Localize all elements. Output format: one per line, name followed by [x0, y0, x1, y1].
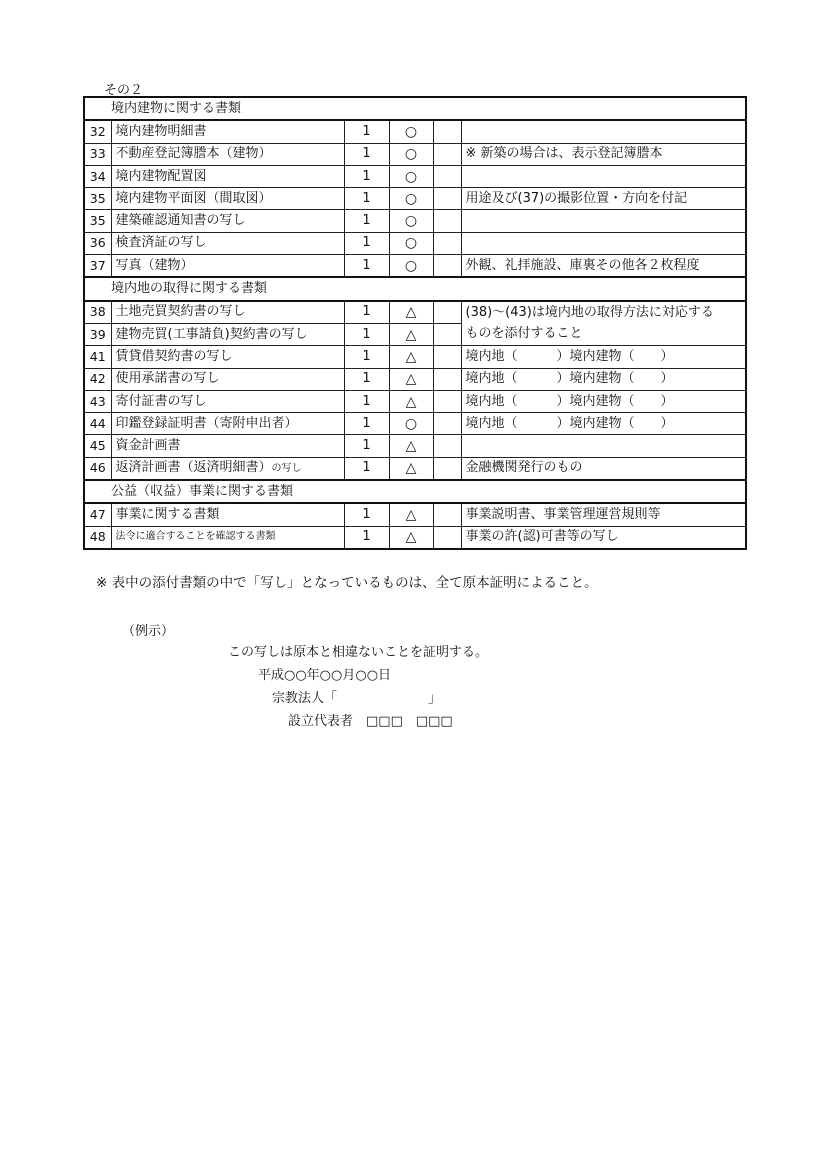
- copy-count: 1: [344, 143, 389, 165]
- remarks: [461, 210, 746, 232]
- row-number: 33: [84, 143, 111, 165]
- row-number: 43: [84, 390, 111, 412]
- requirement-mark: △: [389, 346, 433, 368]
- document-name-main: 返済計画書（返済明細書）: [115, 459, 272, 475]
- remarks: [461, 165, 746, 187]
- check-cell: [433, 413, 461, 435]
- remarks: ※ 新築の場合は、表示登記簿謄本: [461, 143, 746, 165]
- remarks: (38)〜(43)は境内地の取得方法に対応する: [461, 301, 746, 324]
- copy-count: 1: [344, 368, 389, 390]
- document-name: 賃貸借契約書の写し: [111, 346, 344, 368]
- check-cell: [433, 390, 461, 412]
- remarks: 境内地（ ）境内建物（ ）: [461, 368, 746, 390]
- table-row: [84, 457, 746, 480]
- footnote: ※ 表中の添付書類の中で「写し」となっているものは、全て原本証明によること。: [96, 575, 598, 591]
- section-header: [84, 277, 746, 300]
- check-cell: [433, 368, 461, 390]
- requirement-mark: ○: [389, 255, 433, 278]
- certification-statement: この写しは原本と相違ないことを証明する。: [228, 645, 489, 660]
- table-row: [84, 346, 746, 368]
- remarks: [461, 120, 746, 143]
- check-cell: [433, 165, 461, 187]
- document-name: 写真（建物）: [111, 255, 344, 278]
- requirement-mark: △: [389, 368, 433, 390]
- table-row: [84, 232, 746, 254]
- table-row: [84, 413, 746, 435]
- requirement-mark: ○: [389, 188, 433, 210]
- check-cell: [433, 323, 461, 345]
- copy-count: 1: [344, 255, 389, 278]
- copy-count: 1: [344, 232, 389, 254]
- document-name: 印鑑登録証明書（寄附申出者）: [111, 413, 344, 435]
- copy-count: 1: [344, 457, 389, 480]
- copy-count: 1: [344, 435, 389, 457]
- table-row: [84, 301, 746, 324]
- document-name: 不動産登記簿謄本（建物）: [111, 143, 344, 165]
- copy-count: 1: [344, 210, 389, 232]
- check-cell: [433, 346, 461, 368]
- requirement-mark: ○: [389, 232, 433, 254]
- document-name: [111, 457, 344, 480]
- remarks: 境内地（ ）境内建物（ ）: [461, 346, 746, 368]
- document-name: 寄付証書の写し: [111, 390, 344, 412]
- certification-date: 平成○○年○○月○○日: [258, 668, 392, 683]
- example-label: （例示）: [122, 624, 175, 639]
- row-number: 39: [84, 323, 111, 345]
- document-name-tail: の写し: [271, 462, 302, 474]
- requirement-mark: △: [389, 435, 433, 457]
- row-number: 32: [84, 120, 111, 143]
- remarks: 事業の許(認)可書等の写し: [461, 526, 746, 549]
- document-name: 境内建物平面図（間取図）: [111, 188, 344, 210]
- document-name: 使用承諾書の写し: [111, 368, 344, 390]
- check-cell: [433, 143, 461, 165]
- check-cell: [433, 435, 461, 457]
- check-cell: [433, 188, 461, 210]
- table-row: [84, 435, 746, 457]
- document-name: 事業に関する書類: [111, 503, 344, 526]
- remarks: 用途及び(37)の撮影位置・方向を付記: [461, 188, 746, 210]
- row-number: 34: [84, 165, 111, 187]
- row-number: 44: [84, 413, 111, 435]
- remarks: 外観、礼拝施設、庫裏その他各２枚程度: [461, 255, 746, 278]
- remarks: [461, 232, 746, 254]
- remarks: ものを添付すること: [461, 323, 746, 345]
- document-name: 建築確認通知書の写し: [111, 210, 344, 232]
- requirement-mark: ○: [389, 210, 433, 232]
- remarks: 境内地（ ）境内建物（ ）: [461, 390, 746, 412]
- row-number: 42: [84, 368, 111, 390]
- row-number: 35: [84, 210, 111, 232]
- document-name: 法令に適合することを確認する書類: [111, 526, 344, 549]
- copy-count: 1: [344, 346, 389, 368]
- document-name: 境内建物配置図: [111, 165, 344, 187]
- remarks: 金融機関発行のもの: [461, 457, 746, 480]
- document-name: 建物売買(工事請負)契約書の写し: [111, 323, 344, 345]
- copy-count: 1: [344, 165, 389, 187]
- remarks: 境内地（ ）境内建物（ ）: [461, 413, 746, 435]
- table-row: [84, 368, 746, 390]
- copy-count: 1: [344, 188, 389, 210]
- requirement-mark: △: [389, 526, 433, 549]
- row-number: 46: [84, 457, 111, 480]
- copy-count: 1: [344, 413, 389, 435]
- row-number: 47: [84, 503, 111, 526]
- copy-count: 1: [344, 526, 389, 549]
- row-number: 41: [84, 346, 111, 368]
- section-header: [84, 480, 746, 503]
- requirement-mark: ○: [389, 165, 433, 187]
- requirement-mark: ○: [389, 143, 433, 165]
- table-row: [84, 120, 746, 143]
- row-number: 45: [84, 435, 111, 457]
- requirement-mark: △: [389, 457, 433, 480]
- check-cell: [433, 255, 461, 278]
- table-row: [84, 390, 746, 412]
- section-title: 境内建物に関する書類: [84, 97, 746, 120]
- check-cell: [433, 526, 461, 549]
- document-name: 検査済証の写し: [111, 232, 344, 254]
- requirement-mark: △: [389, 390, 433, 412]
- attachment-table: [83, 96, 747, 550]
- copy-count: 1: [344, 120, 389, 143]
- requirement-mark: △: [389, 323, 433, 345]
- check-cell: [433, 503, 461, 526]
- table-row: [84, 165, 746, 187]
- requirement-mark: △: [389, 503, 433, 526]
- requirement-mark: △: [389, 301, 433, 324]
- check-cell: [433, 210, 461, 232]
- founding-representative: 設立代表者 □□□ □□□: [288, 714, 453, 729]
- table-row: [84, 323, 746, 345]
- table-row: [84, 210, 746, 232]
- requirement-mark: ○: [389, 120, 433, 143]
- remarks: [461, 435, 746, 457]
- document-name: 資金計画書: [111, 435, 344, 457]
- check-cell: [433, 301, 461, 324]
- document-name: 土地売買契約書の写し: [111, 301, 344, 324]
- row-number: 36: [84, 232, 111, 254]
- check-cell: [433, 232, 461, 254]
- check-cell: [433, 457, 461, 480]
- table-row: [84, 143, 746, 165]
- copy-count: 1: [344, 390, 389, 412]
- requirement-mark: ○: [389, 413, 433, 435]
- check-cell: [433, 120, 461, 143]
- document-name: 境内建物明細書: [111, 120, 344, 143]
- section-title: 境内地の取得に関する書類: [84, 277, 746, 300]
- row-number: 37: [84, 255, 111, 278]
- table-row: [84, 255, 746, 278]
- row-number: 38: [84, 301, 111, 324]
- copy-count: 1: [344, 301, 389, 324]
- row-number: 35: [84, 188, 111, 210]
- table-row: [84, 503, 746, 526]
- table-row: [84, 188, 746, 210]
- copy-count: 1: [344, 503, 389, 526]
- section-header: [84, 97, 746, 120]
- remarks: 事業説明書、事業管理運営規則等: [461, 503, 746, 526]
- section-title: 公益（収益）事業に関する書類: [84, 480, 746, 503]
- row-number: 48: [84, 526, 111, 549]
- table-row: [84, 526, 746, 549]
- page-label: その２: [104, 83, 144, 98]
- copy-count: 1: [344, 323, 389, 345]
- religious-corporation-name: 宗教法人「 」: [272, 691, 442, 706]
